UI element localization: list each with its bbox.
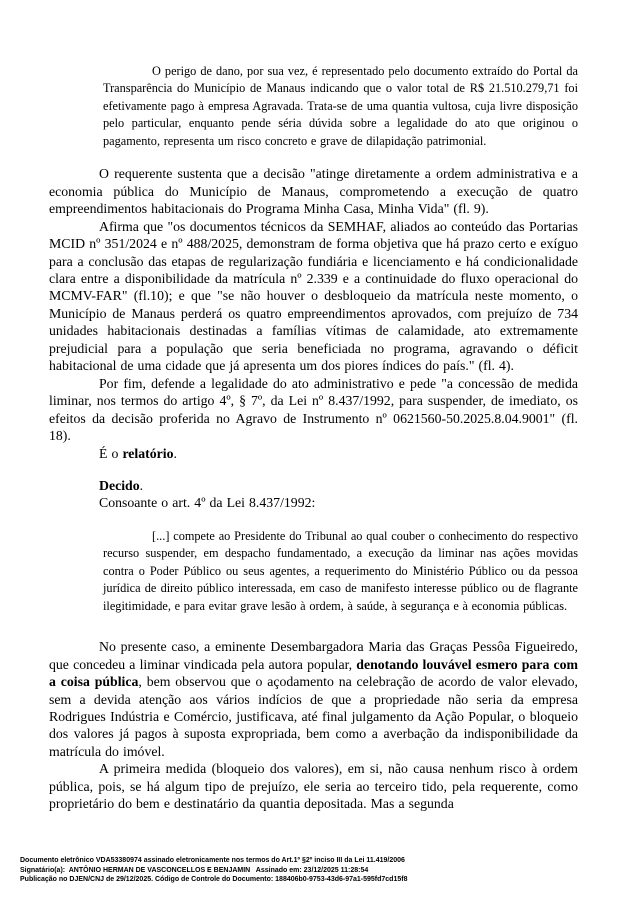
paragraph-requerente-sustenta: O requerente sustenta que a decisão "atinge diretamente a ordem administrativa e a economia pública do Município de Manaus, comprometendo a execução de quatro empreendimentos habitacionais do Programa Minha Casa, Minha Vida" (fl. 9). xyxy=(49,166,578,217)
paragraph-no-presente-caso xyxy=(49,638,578,760)
text-run: No presente caso, a eminente Desembargadora Maria das Graças Pessôa Figueiredo, que concedeu a liminar vindicada pela autora popular, xyxy=(49,639,578,672)
block-quote-perigo-de-dano: O perigo de dano, por sua vez, é representado pelo documento extraído do Portal da Transparência do Município de Manaus indicando que o valor total de R$ 21.510.279,71 foi efetivamente pago à empresa Agravada. Trata-se de uma quantia vultosa, cuja livre disposição pelo particular, enquanto pende séria dúvida sobre a legalidade do ato que originou o pagamento, representa um risco concreto e grave de dilapidação patrimonial. xyxy=(103,64,578,148)
paragraph-decido-heading xyxy=(49,477,578,494)
text-run: . xyxy=(173,445,177,461)
signature-footer xyxy=(20,856,620,885)
text-run: . xyxy=(139,477,144,493)
text-run-bold-relatorio: relatório xyxy=(122,445,174,461)
paragraph-afirma-documentos-tecnicos: Afirma que "os documentos técnicos da SEMHAF, aliados ao conteúdo das Portarias MCID nº 351/2024 e nº 488/2025, demonstram de forma objetiva que há prazo certo e exíguo para a conclusão das etapas de regularização fundiária e licenciamento e há condicionalidade clara entre a disponibilidade da matrícula nº 2.339 e a continuidade do fluxo operacional do MCMV-FAR" (fl.10); e que "se não houver o desbloqueio da matrícula neste momento, o Município de Manaus perderá os quatro empreendimentos aprovados, com prejuízo de 734 unidades habitacionais destinadas a famílias vítimas de calamidade, ato extremamente prejudicial para a população que seria beneficiada no programa, agravando o déficit habitacional de uma cidade que já apresenta um dos piores índices do país." (fl. 4). xyxy=(49,218,578,374)
footer-signatory-line: Signatário(a): ANTÔNIO HERMAN DE VASCONCELLOS E BENJAMIN Assinado em: 23/12/2025 11:28:54 xyxy=(20,866,369,874)
paragraph-primeira-medida: A primeira medida (bloqueio dos valores), em si, não causa nenhum risco à ordem pública, pois, se há algum tipo de prejuízo, ele seria ao terceiro tido, pela requerente, como proprietário do bem e destinatário da quantia depositada. Mas a segunda xyxy=(49,761,578,812)
paragraph-e-o-relatorio xyxy=(49,445,578,462)
text-run-bold-decido: Decido xyxy=(99,477,140,493)
paragraph-consoante-lei: Consoante o art. 4º da Lei 8.437/1992: xyxy=(99,495,316,511)
footer-electronic-document-line: Documento eletrônico VDA53380974 assinado eletronicamente nos termos do Art.1º §2º inciso III da Lei 11.419/2006 xyxy=(20,857,405,864)
text-run-bold-denotando-louvavel-esmero: denotando louvável esmero para com a coisa pública xyxy=(49,656,578,690)
block-quote-art4-lei-8437: [...] compete ao Presidente do Tribunal ao qual couber o conhecimento do respectivo recurso suspender, em despacho fundamentado, a execução da liminar nas ações movidas contra o Poder Público ou seus agentes, a requerimento do Ministério Público ou da pessoa jurídica de direito público interessada, em caso de manifesto interesse público ou de flagrante ilegitimidade, e para evitar grave lesão à ordem, à saúde, à segurança e à economia públicas. xyxy=(103,528,578,613)
text-run: É o xyxy=(99,445,123,461)
document-body xyxy=(49,63,578,813)
paragraph-por-fim-pedido: Por fim, defende a legalidade do ato administrativo e pede "a concessão de medida liminar, nos termos do artigo 4º, § 7º, da Lei nº 8.437/1992, para suspender, de imediato, os efeitos da decisão proferida no Agravo de Instrumento nº 0621560-50.2025.8.04.9001" (fl. 18). xyxy=(49,375,578,444)
text-run: , bem observou que o açodamento na celebração de acordo de valor elevado, sem a devida atenção aos vários indícios de que a propriedade não seria da empresa Rodrigues Indústria e Comércio, justificava, até final julgamento da Ação Popular, o bloqueio dos valores já pagos à suposta expropriada, bem como a averbação da indisponibilidade da matrícula do imóvel. xyxy=(49,674,578,759)
footer-publication-control-code-line: Publicação no DJEN/CNJ de 29/12/2025. Código de Controle do Documento: 188406b0-9753-43d6-97a1-595fd7cd15f8 xyxy=(20,876,408,884)
